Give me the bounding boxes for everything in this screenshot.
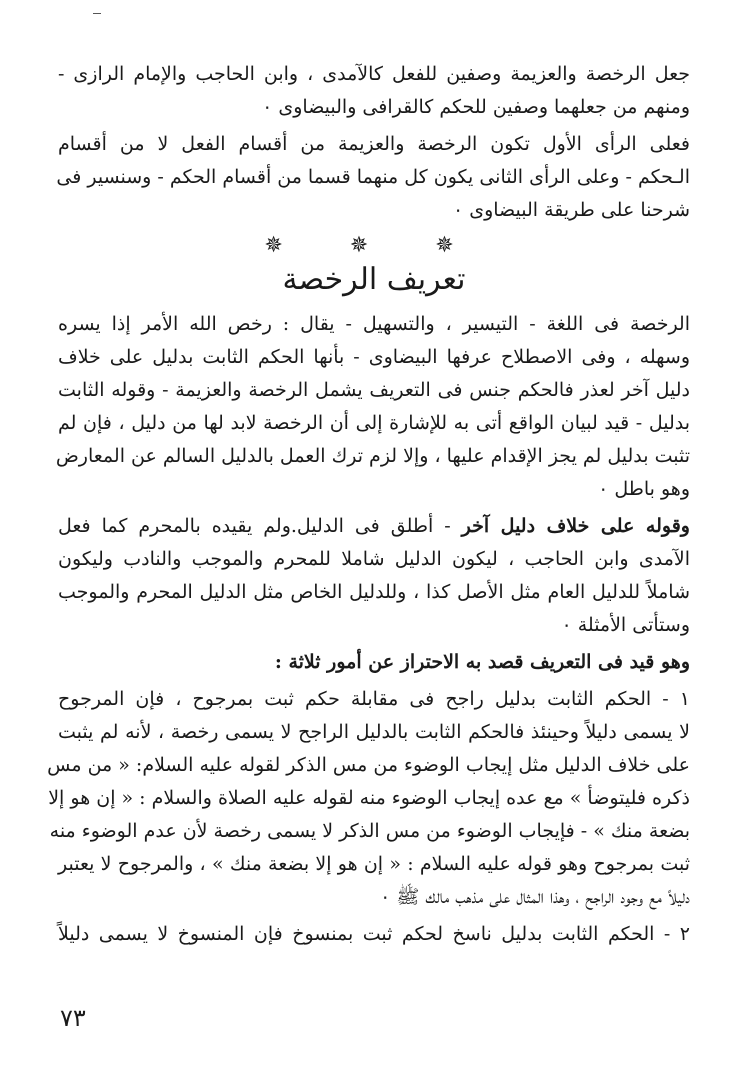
subheading-paragraph xyxy=(58,646,690,679)
point-2-paragraph xyxy=(58,918,690,951)
text-line: الرخصة فى اللغة - التيسير ، والتسهيل - يقال : رخص الله الأمر إذا يسره xyxy=(58,313,690,335)
text-fragment: - أطلق فى الدليل.ولم يقيده بالمحرم كما فعل xyxy=(58,515,462,537)
text-line: بضعة منك » - فإيجاب الوضوء من مس الذكر لا يسمى رخصة لأن عدم الوضوء منه xyxy=(49,820,690,842)
text-line: بدليل - قيد لبيان الواقع أتى به للإشارة إلى أن الرخصة لابد لها من دليل ، فإن لم xyxy=(58,412,690,434)
text-line xyxy=(58,510,690,543)
page-number: ٧٣ xyxy=(60,1004,86,1032)
scan-mark xyxy=(93,13,101,14)
bold-subheading: وهو قيد فى التعريف قصد به الاحتراز عن أمور ثلاثة : xyxy=(274,651,690,673)
text-line: الـحكم - وعلى الرأى الثانى يكون كل منهما قسما من أقسام الحكم - وسنسير فى xyxy=(56,166,690,188)
text-line: ومنهم من جعلهما وصفين للحكم كالقرافى والبيضاوى ٠ xyxy=(262,96,690,118)
text-line: شاملاً للدليل العام مثل الأصل كذا ، وللدليل الخاص مثل الدليل المحرم والموجب xyxy=(58,581,690,603)
text-line: وهو باطل ٠ xyxy=(598,478,690,500)
text-line: لا يسمى دليلاً وحينئذ فالحكم الثابت بالدليل الراجح لا يسمى رخصة ، لأنه لم يثبت xyxy=(58,721,690,743)
bold-lead: وقوله على خلاف دليل آخر xyxy=(461,515,690,537)
text-line: ثبت بمرجوح وهو قوله عليه السلام : « إن هو إلا بضعة منك » ، والمرجوح لا يعتبر xyxy=(58,853,690,875)
text-line: الآمدى وابن الحاجب ، ليكون الدليل شاملا للمحرم والموجب والنادب وليكون xyxy=(58,548,690,570)
paragraph-2 xyxy=(58,128,690,227)
qualifier-paragraph xyxy=(58,510,690,642)
text-line: ٢ - الحكم الثابت بدليل ناسخ لحكم ثبت بمنسوخ فإن المنسوخ لا يسمى دليلاً xyxy=(58,923,690,945)
text-line: ١ - الحكم الثابت بدليل راجح فى مقابلة حكم ثبت بمرجوح ، فإن المرجوح xyxy=(58,688,690,710)
text-line: على خلاف الدليل مثل إيجاب الوضوء من مس الذكر لقوله عليه السلام: « من مس xyxy=(47,754,690,776)
section-separator: ✵ ✵ ✵ xyxy=(264,233,484,258)
text-line: شرحنا على طريقة البيضاوى ٠ xyxy=(452,199,690,221)
text-line: دليل آخر لعذر فالحكم جنس فى التعريف يشمل الرخصة والعزيمة - وقوله الثابت xyxy=(58,379,690,401)
document-page xyxy=(47,58,690,1018)
text-line: جعل الرخصة والعزيمة وصفين للفعل كالآمدى ، وابن الحاجب والإمام الرازى - xyxy=(58,63,690,85)
section-heading: تعريف الرخصة xyxy=(282,262,466,297)
text-line: دليلاً مع وجود الراجح ، وهذا المثال على مذهب مالك ﷺ ٠ xyxy=(380,886,690,908)
text-line: تثبت بدليل لم يجز الإقدام عليها ، وإلا لزم ترك العمل بالدليل السالم عن المعارض xyxy=(55,445,690,467)
text-line: وسهله ، وفى الاصطلاح عرفها البيضاوى - بأنها الحكم الثابت بدليل على خلاف xyxy=(58,346,690,368)
definition-paragraph xyxy=(55,308,690,506)
text-line: ذكره فليتوضأ » مع عده إيجاب الوضوء منه لقوله عليه الصلاة والسلام : « إن هو إلا xyxy=(48,787,690,809)
paragraph-1 xyxy=(58,58,690,124)
point-1-paragraph xyxy=(47,683,690,914)
text-line: فعلى الرأى الأول تكون الرخصة والعزيمة من أقسام الفعل لا من أقسام xyxy=(58,133,690,155)
text-line: وستأتى الأمثلة ٠ xyxy=(561,614,690,636)
